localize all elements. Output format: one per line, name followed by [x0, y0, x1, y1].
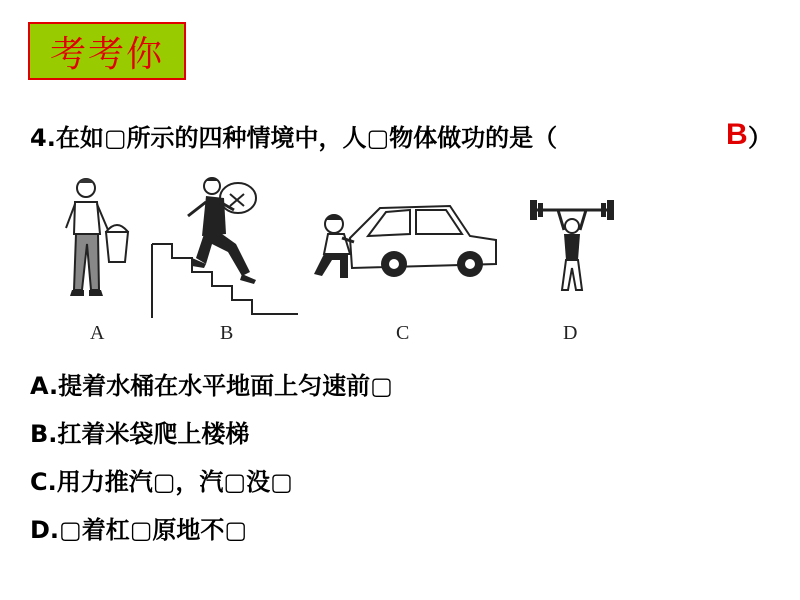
title: 考考你 — [49, 33, 164, 75]
answer-mark: B — [726, 118, 748, 151]
option-b: B.扛着米袋爬上楼梯 — [30, 420, 250, 448]
option-c: C.用力推汽▢，汽▢没▢ — [30, 468, 293, 496]
figure-label-d: D — [563, 322, 578, 344]
figure-a-bucket-carrier — [58, 172, 138, 300]
figure-b-stair-climber — [150, 172, 300, 320]
question-paren-close: ） — [748, 124, 772, 152]
figure-d-weightlifter — [524, 196, 620, 294]
option-a: A.提着水桶在水平地面上匀速前▢ — [30, 372, 393, 400]
title-box — [28, 22, 186, 80]
figure-label-a: A — [90, 322, 105, 344]
figure-label-b: B — [220, 322, 234, 344]
question-text: 4.在如▢所示的四种情境中，人▢物体做功的是（ — [30, 124, 558, 152]
figure-c-car-pusher — [310, 198, 500, 288]
option-d: D.▢着杠▢原地不▢ — [30, 516, 248, 544]
figure-label-c: C — [396, 322, 410, 344]
